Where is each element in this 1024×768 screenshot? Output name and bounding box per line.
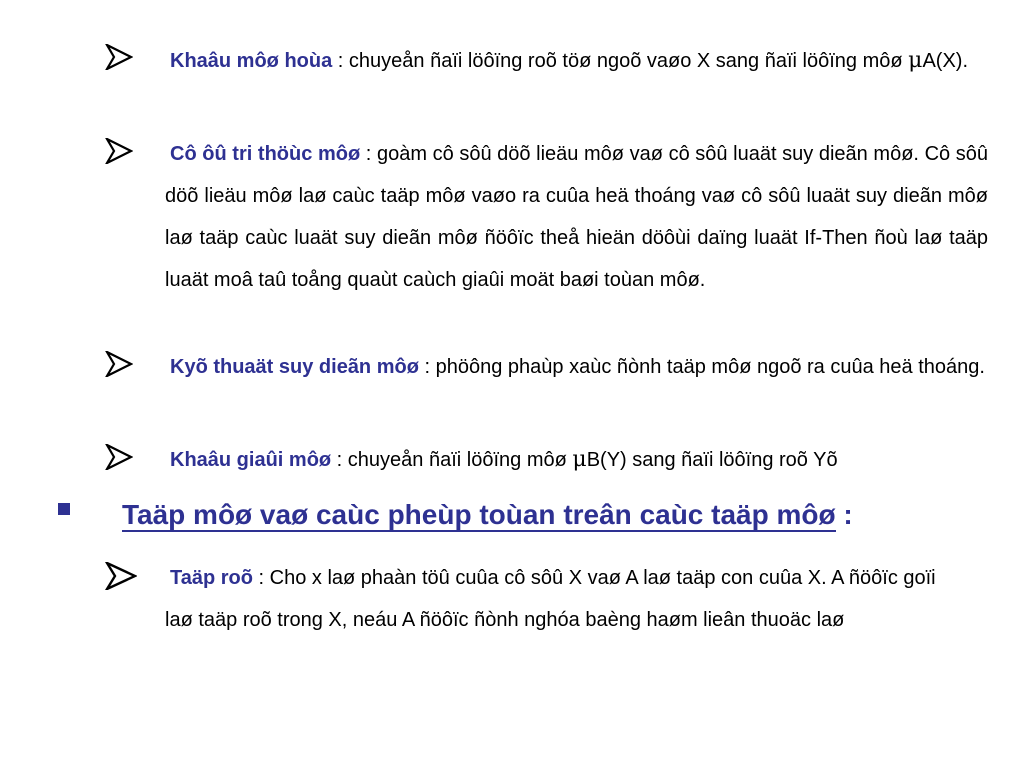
list-item-coding <box>165 40 988 82</box>
term-label: Khaâu giaûi môø <box>170 449 332 471</box>
item-text: : Cho x laø phaàn töû cuûa cô sôû X vaø A laø taäp con cuûa X. A ñöôïc goïi laø taäp roõ trong X, neáu A ñöôïc ñònh nghóa baèng haøm lieân thuoäc laø <box>165 567 936 631</box>
term-label: Cô ôû tri thöùc môø <box>170 143 361 165</box>
mu-symbol: μ <box>572 447 587 472</box>
list-item-defuzzification <box>165 439 988 481</box>
term-label: Khaâu môø hoùa <box>170 50 333 72</box>
section-heading-text: Taäp môø vaø caùc pheùp toùan treân caùc taäp môø <box>122 499 836 530</box>
item-text: : phöông phaùp xaùc ñònh taäp môø ngoõ ra cuûa heä thoáng. <box>418 356 985 378</box>
item-text: : chuyeån ñaïi löôïng môø <box>331 449 573 471</box>
arrow-bullet-icon <box>105 44 135 74</box>
item-text: : chuyeån ñaïi löôïng roõ töø ngoõ vaøo X sang ñaïi löôïng môø <box>332 50 909 72</box>
mu-symbol: μ <box>908 48 923 73</box>
list-item-knowledge-base <box>165 133 988 301</box>
item-text-tail: B(Y) sang ñaïi löôïng roõ Yõ <box>586 449 838 471</box>
term-label: Taäp roõ <box>170 567 253 589</box>
term-label: Kyõ thuaät suy dieãn môø <box>170 356 419 378</box>
item-text-tail: A(X). <box>922 50 969 72</box>
arrow-bullet-icon <box>105 138 135 168</box>
square-bullet-icon <box>58 503 70 515</box>
arrow-bullet-icon <box>105 562 135 592</box>
section-heading <box>122 493 853 537</box>
list-item-inference <box>165 346 988 388</box>
section-heading-suffix: : <box>835 499 853 530</box>
arrow-bullet-icon <box>105 351 135 381</box>
arrow-bullet-icon <box>105 444 135 474</box>
item-text: : goàm cô sôû döõ lieäu môø vaø cô sôû luaät suy dieãn môø. Cô sôû döõ lieäu môø laø caùc taäp môø vaøo ra cuûa heä thoáng vaø cô sôû luaät suy dieãn môø laø taäp caùc luaät suy dieãn môø ñöôïc theå hieän döôùi daïng luaät If-Then ñoù laø taäp luaät moâ taû toång quaùt caùch giaûi moät baøi toùan môø. <box>165 143 988 291</box>
list-item-crisp-set <box>165 557 955 641</box>
